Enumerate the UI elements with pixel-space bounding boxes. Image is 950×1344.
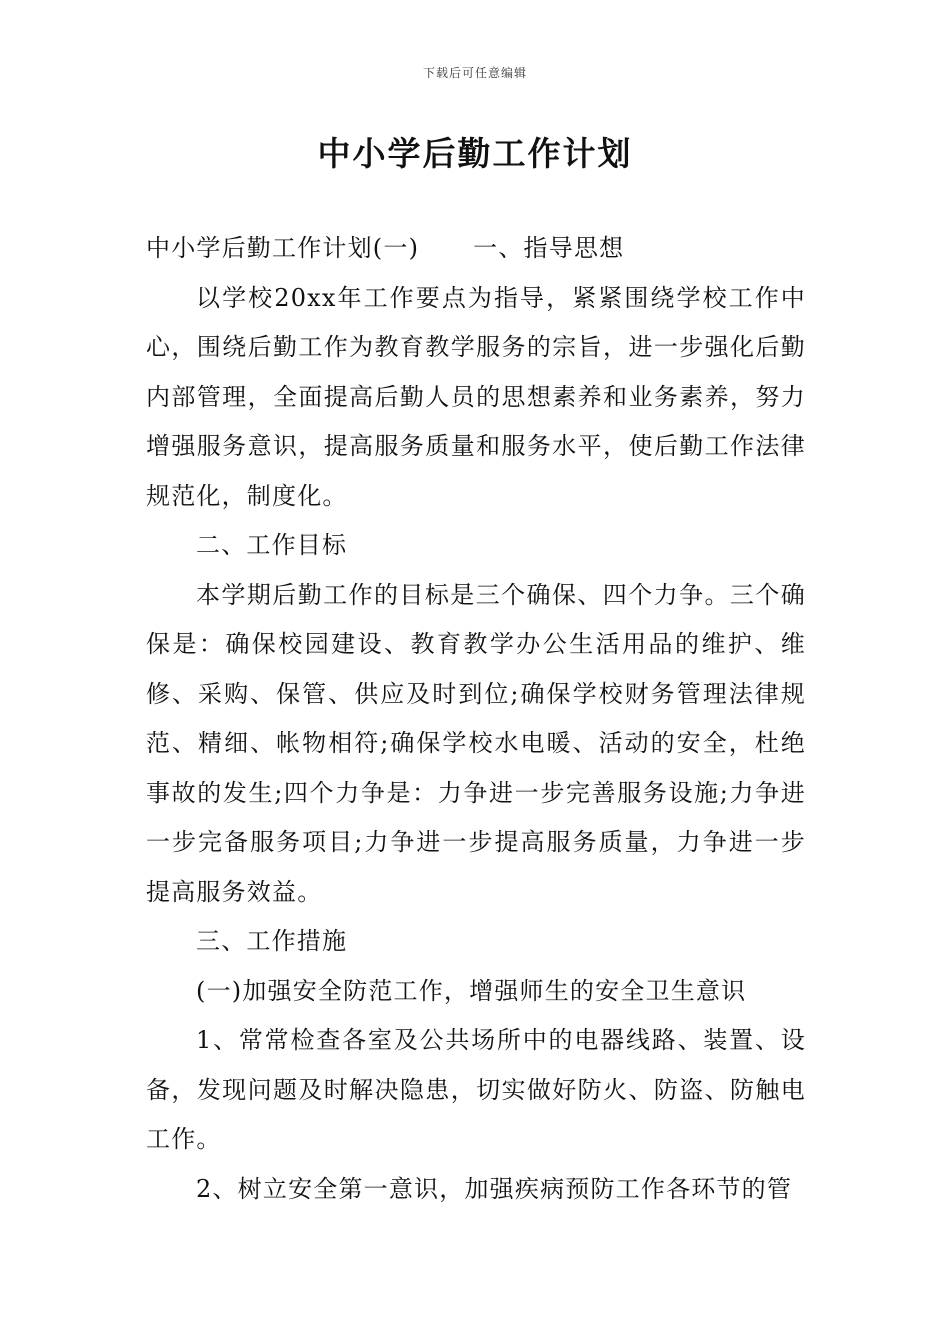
- section1-heading: 一、指导思想: [473, 234, 625, 262]
- document-title: 中小学后勤工作计划: [317, 134, 633, 173]
- section2-heading: 二、工作目标: [196, 531, 348, 559]
- section3-heading: 三、工作措施: [196, 927, 348, 955]
- subsection1-heading: (一)加强安全防范工作，增强师生的安全卫生意识: [196, 976, 747, 1005]
- header-note: 下载后可任意编辑: [422, 66, 527, 80]
- document-body: [146, 224, 806, 1214]
- item-2-paragraph: 2、树立安全第一意识，加强疾病预防工作各环节的管: [196, 1174, 793, 1203]
- section2-paragraph: 本学期后勤工作的目标是三个确保、四个力争。三个确保是：确保校园建设、教育教学办公生活用品的维护、维修、采购、保管、供应及时到位;确保学校财务管理法律规范、精细、帐物相符;确保学校水电暖、活动的安全，杜绝事故的发生;四个力争是：力争进一步完善服务设施;力争进一步完备服务项目;力争进一步提高服务质量，力争进一步提高服务效益。: [146, 580, 806, 906]
- section1-paragraph: 以学校20xx年工作要点为指导，紧紧围绕学校工作中心，围绕后勤工作为教育教学服务的宗旨，进一步强化后勤内部管理，全面提高后勤人员的思想素养和业务素养，努力增强服务意识，提高服务质量和服务水平，使后勤工作法律规范化，制度化。: [146, 283, 806, 510]
- intro-label: 中小学后勤工作计划(一): [146, 234, 420, 262]
- item-1-paragraph: 1、常常检查各室及公共场所中的电器线路、装置、设备，发现问题及时解决隐患，切实做好防火、防盗、防触电工作。: [146, 1026, 806, 1153]
- intro-line: [146, 224, 806, 274]
